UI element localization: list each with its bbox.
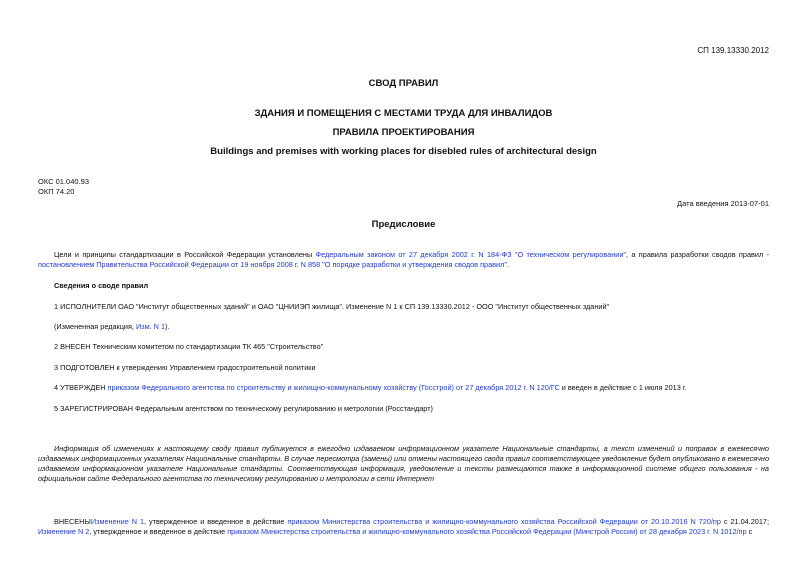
minstroy-order-2023-link[interactable]: приказом Министерства строительства и жилищно-коммунального хозяйства Российской Федерации (Минстрой России) от 28 декабря 2023 г. N 1012/пр <box>227 527 747 536</box>
document-title: ЗДАНИЯ И ПОМЕЩЕНИЯ С МЕСТАМИ ТРУДА ДЛЯ ИНВАЛИДОВ <box>254 108 553 119</box>
amendment-2-ref-link[interactable]: Изменение N 2 <box>38 527 90 536</box>
item-1-note-post: ). <box>165 322 170 331</box>
okp-code: ОКП 74.20 <box>38 187 75 196</box>
intro-paragraph <box>38 250 769 270</box>
amend-text-5: с <box>746 527 753 536</box>
item-1: 1 ИСПОЛНИТЕЛИ ОАО "Институт общественных зданий" и ОАО "ЦНИИЭП жилища". Изменение N 1 к СП 139.13330.2012 - ООО "Институт общественных зданий" <box>54 302 610 311</box>
amend-text-4: , утвержденное и введенное в действие <box>89 527 228 536</box>
item-1-note-pre: (Измененная редакция, <box>54 322 137 331</box>
item-5: 5 ЗАРЕГИСТРИРОВАН Федеральным агентством по техническому регулированию и метрологии (Росстандарт) <box>54 404 433 413</box>
amend-text-2: , утвержденное и введенное в действие <box>144 517 288 526</box>
intro-text-1: Цели и принципы стандартизации в Российской Федерации установлены <box>54 250 316 259</box>
amend-text-1: ВНЕСЕНЫ <box>54 517 91 526</box>
item-1-note <box>54 322 769 331</box>
document-subtitle: ПРАВИЛА ПРОЕКТИРОВАНИЯ <box>332 127 475 138</box>
intro-text-3: . <box>506 260 509 269</box>
federal-law-link[interactable]: Федеральным законом от 27 декабря 2002 г. N 184-ФЗ "О техническом регулировании" <box>315 250 626 259</box>
doc-code: СП 139.13330.2012 <box>697 46 769 55</box>
gosstroy-order-link[interactable]: приказом Федерального агентства по строительству и жилищно-коммунальному хозяйству (Госстрой) от 27 декабря 2012 г. N 120/ГС <box>107 383 560 392</box>
amend-text-3: с 21.04.2017; <box>720 517 769 526</box>
info-heading: Сведения о своде правил <box>54 281 149 290</box>
government-decree-link[interactable]: постановлением Правительства Российской Федерации от 19 ноября 2008 г. N 858 "О порядке разработки и утверждения сводов правил" <box>38 260 507 269</box>
amendment-1-link[interactable]: Изм. N 1 <box>136 322 166 331</box>
item-4-post: и введен в действие с 1 июля 2013 г. <box>559 383 687 392</box>
item-2: 2 ВНЕСЕН Техническим комитетом по стандартизации ТК 465 "Строительство" <box>54 342 324 351</box>
intro-date: Дата введения 2013-07-01 <box>677 199 769 208</box>
minstroy-order-2016-link[interactable]: приказом Министерства строительства и жилищно-коммунального хозяйства Российской Федерации от 20.10.2016 N 720/пр <box>287 517 721 526</box>
oks-code: ОКС 01.040.93 <box>38 177 89 186</box>
svod-heading: СВОД ПРАВИЛ <box>368 78 439 89</box>
intro-text-2: , а правила разработки сводов правил - <box>626 250 770 259</box>
amendments-paragraph <box>38 517 769 537</box>
item-4-pre: 4 УТВЕРЖДЕН <box>54 383 108 392</box>
notice-paragraph: Информация об изменениях к настоящему своду правил публикуется в ежегодно издаваемом информационном указателе Национальные стандарты, а текст изменений и поправок в ежемесячно издаваемых информационных указателях Национальные стандарты. В случае пересмотра (замены) или отмены настоящего свода правил соответствующее уведомление будет опубликовано в ежемесячно издаваемом информационном указателе Национальные стандарты. Соответствующая информация, уведомление и тексты размещаются также в информационной системе общего пользования - на официальном сайте Федерального агентства по техническому регулированию и метрологии в сети Интернет <box>38 444 769 483</box>
item-3: 3 ПОДГОТОВЛЕН к утверждению Управлением градостроительной политики <box>54 363 316 372</box>
english-title: Buildings and premises with working places for disebled rules of architectural design <box>210 146 597 157</box>
preface-heading: Предисловие <box>371 219 436 230</box>
item-4 <box>54 383 769 392</box>
amendment-1-ref-link[interactable]: Изменение N 1 <box>90 517 145 526</box>
